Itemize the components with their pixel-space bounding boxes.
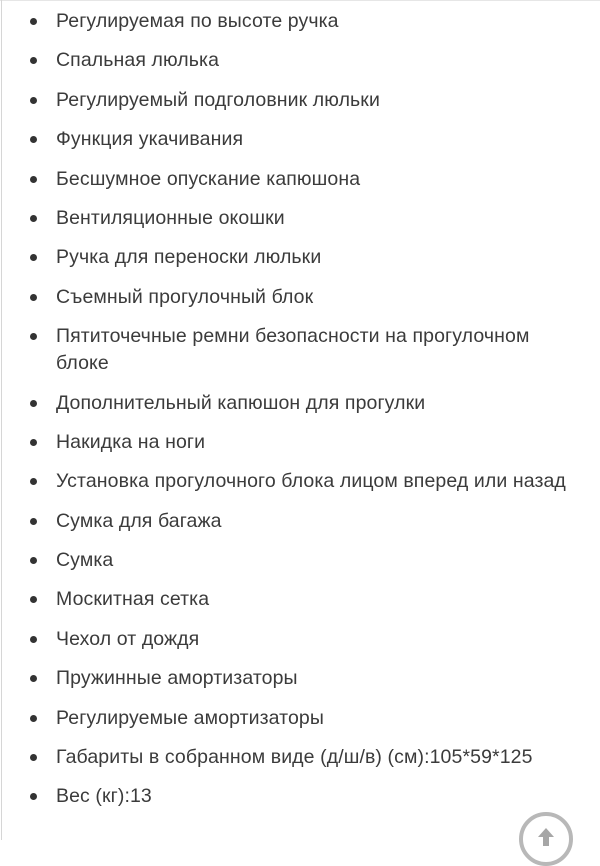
list-item (0, 547, 600, 574)
feature-text: Сумка (56, 549, 114, 572)
list-item (0, 390, 600, 417)
feature-text: Габариты в собранном виде (д/ш/в) (см):105*59*125 (56, 746, 533, 769)
scroll-to-top-button[interactable] (519, 812, 573, 866)
feature-text: Ручка для переноски люльки (56, 246, 322, 269)
list-item (0, 468, 600, 495)
feature-text: Москитная сетка (56, 588, 210, 611)
bullet-icon (30, 97, 37, 104)
list-item (0, 284, 600, 311)
list-item (0, 508, 600, 535)
feature-text: Функция укачивания (56, 128, 244, 151)
feature-text: Регулируемый подголовник люльки (56, 88, 380, 111)
bullet-icon (30, 439, 37, 446)
bullet-icon (30, 254, 37, 261)
bullet-icon (30, 715, 37, 722)
bullet-icon (30, 136, 37, 143)
list-item (0, 87, 600, 114)
bullet-icon (30, 333, 37, 340)
bullet-icon (30, 636, 37, 643)
feature-text: Сумка для багажа (56, 509, 222, 532)
list-item (0, 429, 600, 456)
bullet-icon (30, 754, 37, 761)
list-item (0, 705, 600, 732)
list-item (0, 626, 600, 653)
bullet-icon (30, 215, 37, 222)
bullet-icon (30, 18, 37, 25)
feature-text: Установка прогулочного блока лицом вперед или назад (56, 470, 566, 493)
feature-text: Пятиточечные ремни безопасности на прогулочном блоке (56, 325, 530, 375)
feature-text: Съемный прогулочный блок (56, 285, 314, 308)
bullet-icon (30, 675, 37, 682)
list-item (0, 205, 600, 232)
feature-text: Чехол от дождя (56, 627, 200, 650)
feature-text: Бесшумное опускание капюшона (56, 167, 361, 190)
feature-text: Спальная люлька (56, 49, 220, 72)
list-item (0, 665, 600, 692)
bullet-icon (30, 176, 37, 183)
feature-text: Регулируемая по высоте ручка (56, 10, 339, 32)
bullet-icon (30, 596, 37, 603)
bullet-icon (30, 294, 37, 301)
list-item (0, 323, 600, 377)
bullet-icon (30, 793, 37, 800)
bullet-icon (30, 478, 37, 485)
list-item (0, 8, 600, 35)
bullet-icon (30, 557, 37, 564)
feature-text: Регулируемые амортизаторы (56, 706, 324, 729)
feature-text: Дополнительный капюшон для прогулки (56, 391, 426, 414)
list-item (0, 244, 600, 271)
bullet-icon (30, 400, 37, 407)
feature-text: Вес (кг):13 (56, 785, 152, 808)
list-item (0, 744, 600, 771)
list-item (0, 783, 600, 810)
feature-text: Накидка на ноги (56, 430, 206, 453)
list-item (0, 586, 600, 613)
arrow-up-icon (535, 826, 557, 848)
list-item (0, 47, 600, 74)
top-divider (0, 0, 600, 1)
bullet-icon (30, 57, 37, 64)
feature-list (0, 8, 600, 823)
feature-text: Пружинные амортизаторы (56, 667, 298, 690)
feature-text: Вентиляционные окошки (56, 206, 285, 229)
list-item (0, 126, 600, 153)
bullet-icon (30, 518, 37, 525)
list-item (0, 166, 600, 193)
